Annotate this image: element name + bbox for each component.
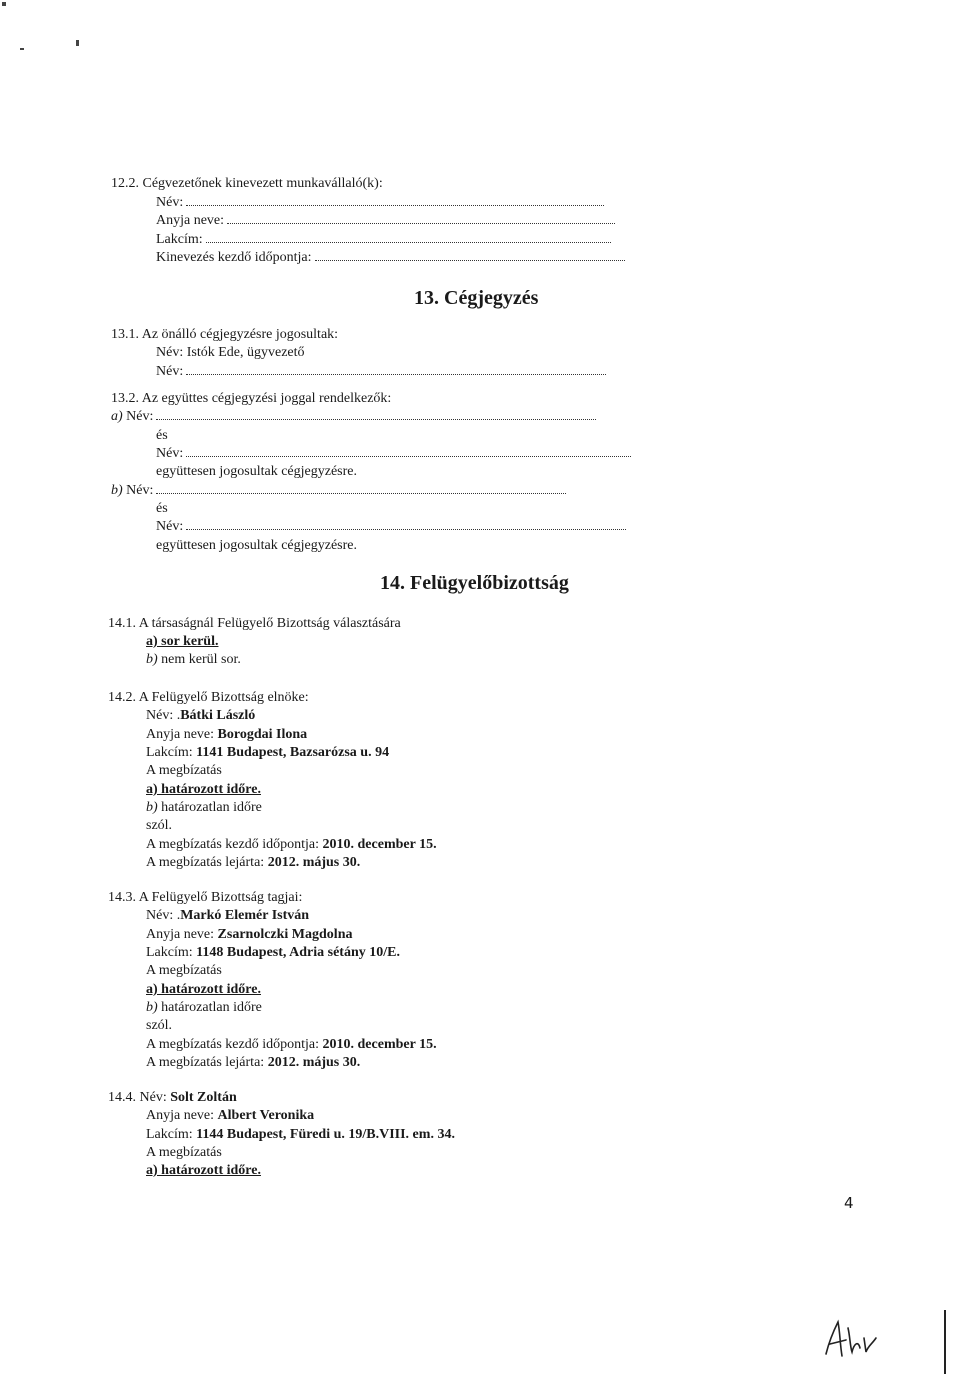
selected-option: a) határozott időre.: [146, 1163, 261, 1178]
text-szol: szól.: [146, 818, 173, 833]
blank-line: [186, 364, 606, 375]
section-14-2-title: 14.2. A Felügyelő Bizottság elnöke:: [108, 690, 309, 705]
field-anyja-neve: [146, 927, 353, 943]
field-b-nev: [111, 483, 566, 499]
field-anyja-neve: [146, 727, 307, 743]
field-lejarta: [146, 855, 360, 871]
label: Anyja neve:: [146, 927, 215, 942]
field-lakcim: [146, 945, 400, 961]
field-lakcim: [146, 745, 389, 761]
value: Albert Veronika: [217, 1108, 315, 1123]
label: Név: .: [146, 908, 181, 923]
field-nev: [146, 708, 255, 724]
selected-option: a) határozott időre.: [146, 782, 261, 797]
label: Név:: [126, 483, 154, 498]
label: Anyja neve:: [146, 727, 215, 742]
value: 1141 Budapest, Bazsarózsa u. 94: [196, 745, 390, 760]
label: Név:: [156, 364, 184, 379]
value: 2010. december 15.: [322, 837, 437, 852]
field-anyja-neve: [146, 1108, 314, 1124]
text-megbizatas: A megbízatás: [146, 1145, 222, 1160]
option-sor-kerul: [146, 634, 218, 650]
section-13-2-title: 13.2. Az együttes cégjegyzési joggal rendelkezők:: [111, 391, 392, 406]
label: Név:: [126, 409, 154, 424]
text-egyuttesen: együttesen jogosultak cégjegyzésre.: [156, 538, 357, 553]
label: Név:: [156, 446, 184, 461]
option-text: határozatlan időre: [161, 1000, 262, 1015]
label: Lakcím:: [146, 745, 193, 760]
label-a: a): [111, 409, 123, 424]
field-nev: [156, 195, 604, 211]
value: 2012. május 30.: [267, 1055, 361, 1070]
section-13-heading: 13. Cégjegyzés: [414, 287, 539, 309]
signature: [820, 1318, 880, 1362]
field-anyja-neve: [156, 213, 615, 229]
field-nev: [156, 364, 606, 380]
value: 2010. december 15.: [322, 1037, 437, 1052]
value: Borogdai Ilona: [217, 727, 308, 742]
text-megbizatas: A megbízatás: [146, 763, 222, 778]
field-nev-istok: Név: Istók Ede, ügyvezető: [156, 345, 305, 360]
field-kinevezes: [156, 250, 625, 266]
label: 14.4. Név:: [108, 1090, 167, 1105]
label: Lakcím:: [146, 1127, 193, 1142]
label-b: b): [146, 1000, 158, 1015]
label: Anyja neve:: [156, 213, 225, 228]
option-text: határozatlan időre: [161, 800, 262, 815]
option-hatarozatlan: [146, 800, 262, 816]
label: Név:: [156, 195, 184, 210]
value: 2012. május 30.: [267, 855, 361, 870]
option-nem-kerul: [146, 652, 241, 668]
label-b: b): [146, 800, 158, 815]
value: Zsarnolczki Magdolna: [217, 927, 353, 942]
option-hatarozott: [146, 1163, 261, 1179]
field-lakcim: [146, 1127, 455, 1143]
label: A megbízatás kezdő időpontja:: [146, 1037, 320, 1052]
text-szol: szól.: [146, 1018, 173, 1033]
scan-speck: [2, 2, 6, 6]
selected-option: a) határozott időre.: [146, 982, 261, 997]
section-12-2-title: 12.2. Cégvezetőnek kinevezett munkavállaló(k):: [111, 176, 383, 191]
value: Solt Zoltán: [170, 1090, 237, 1105]
field-nev: [156, 446, 631, 462]
blank-line: [315, 250, 625, 261]
label: Lakcím:: [146, 945, 193, 960]
blank-line: [206, 232, 611, 243]
value: Bátki László: [180, 708, 256, 723]
label: Anyja neve:: [146, 1108, 215, 1123]
field-nev: [146, 908, 309, 924]
field-a-nev: [111, 409, 596, 425]
label-b: b): [111, 483, 123, 498]
selected-option: a) sor kerül.: [146, 634, 219, 649]
value: Markó Elemér István: [180, 908, 310, 923]
blank-line: [156, 483, 566, 494]
field-lejarta: [146, 1055, 360, 1071]
value: 1148 Budapest, Adria sétány 10/E.: [196, 945, 400, 960]
field-lakcim: [156, 232, 611, 248]
blank-line: [227, 213, 615, 224]
blank-line: [186, 446, 631, 457]
scan-edge-line: [944, 1310, 946, 1374]
text-es: és: [156, 501, 168, 516]
text-egyuttesen: együttesen jogosultak cégjegyzésre.: [156, 464, 357, 479]
label: A megbízatás lejárta:: [146, 1055, 265, 1070]
option-text: nem kerül sor.: [161, 652, 241, 667]
blank-line: [186, 519, 626, 530]
label: Név:: [156, 519, 184, 534]
text-megbizatas: A megbízatás: [146, 963, 222, 978]
label-b: b): [146, 652, 158, 667]
blank-line: [156, 409, 596, 420]
section-13-1-title: 13.1. Az önálló cégjegyzésre jogosultak:: [111, 327, 339, 342]
field-kezdo: [146, 1037, 437, 1053]
option-hatarozott: [146, 982, 261, 998]
label: A megbízatás lejárta:: [146, 855, 265, 870]
value: 1144 Budapest, Füredi u. 19/B.VIII. em. 34.: [196, 1127, 455, 1142]
section-14-heading: 14. Felügyelőbizottság: [380, 572, 569, 594]
section-14-3-title: 14.3. A Felügyelő Bizottság tagjai:: [108, 890, 303, 905]
label: Kinevezés kezdő időpontja:: [156, 250, 312, 265]
section-14-4-title: [108, 1090, 237, 1106]
label: Lakcím:: [156, 232, 203, 247]
scan-speck: [20, 48, 24, 50]
label: Név: .: [146, 708, 181, 723]
text-es: és: [156, 428, 168, 443]
option-hatarozott: [146, 782, 261, 798]
blank-line: [186, 195, 604, 206]
section-14-1-title: 14.1. A társaságnál Felügyelő Bizottság választására: [108, 616, 401, 631]
page-number: 4: [844, 1194, 854, 1212]
scan-speck: [76, 40, 79, 46]
label: A megbízatás kezdő időpontja:: [146, 837, 320, 852]
field-nev: [156, 519, 626, 535]
option-hatarozatlan: [146, 1000, 262, 1016]
field-kezdo: [146, 837, 437, 853]
